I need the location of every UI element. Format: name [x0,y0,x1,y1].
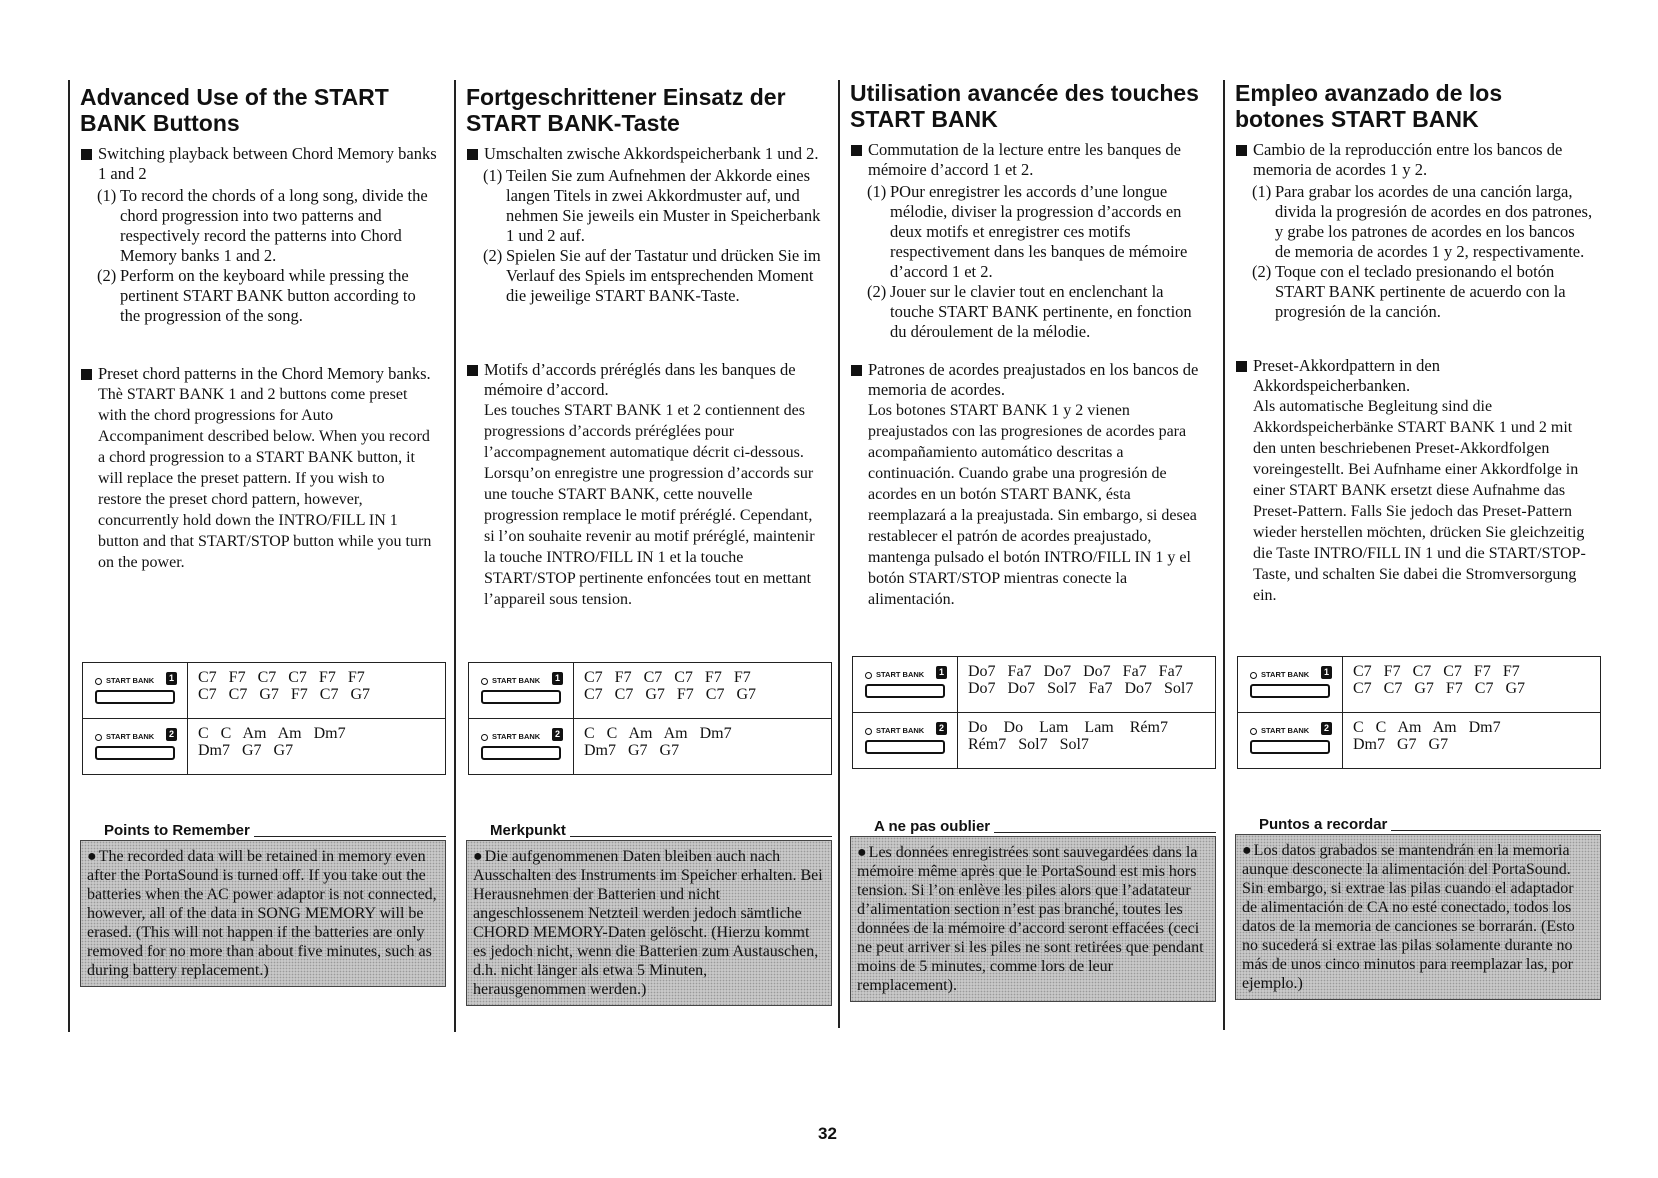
chord-table [1237,656,1601,769]
table-row [853,713,1215,768]
chord-line: C C Am Am Dm7 [584,725,732,742]
bank-number-badge: 1 [552,672,563,685]
chord-line: C7 F7 C7 C7 F7 F7 [584,669,751,686]
step-item [466,166,824,246]
bank-number-badge: 2 [1321,722,1332,735]
step-text: To record the chords of a long song, divide the chord progression into two patterns and respectively record the patterns into Chord Memory banks 1 and 2. [120,186,428,265]
intro-bullet: Switching playback between Chord Memory banks 1 and 2 [80,144,438,184]
step-list [850,182,1208,342]
bank-number-badge: 1 [166,672,177,685]
start-bank-button-icon [865,684,945,698]
remember-title [1235,816,1601,834]
chord-cell [574,663,756,718]
bank-label-text: START BANK [95,732,154,741]
remember-title [80,822,446,840]
bank-label-text: START BANK [95,676,154,685]
step-list [80,186,438,326]
remember-box [466,822,832,1006]
chord-cell [958,657,1193,712]
start-bank-1-label [83,663,188,718]
step-number: (1) [483,166,503,185]
step-item [850,282,1208,342]
remember-text-box: ● Los datos grabados se mantendrán en la memoria aunque desconecte la alimentación del PortaSound. Sin embargo, si extrae las pilas cuando el adaptador de alimentación de CA no esté conectado, todos los datos de la memoria de canciones se borrarán. (Esto no sucederá si extrae las pilas solamente durante no más de unos cinco minutos para reemplazar las, por ejemplo.) [1235,834,1601,1000]
step-item [80,266,438,326]
start-bank-2-label [83,719,188,774]
preset-body: Als automatische Begleitung sind die Akkordspeicherbänke START BANK 1 und 2 mit den unten beschriebenen Preset-Akkordfolgen voreingestellt. Bei Aufnhame einer Akkordfolge in einer START BANK ersetzt diese Aufnahme das Preset-Pattern. Falls Sie jedoch das Preset-Pattern wieder herstellen möchten, drücken Sie gleichzeitig die Taste INTRO/FILL IN 1 und die START/STOP-Taste, und schalten Sie dabei die Stromversorgung ein. [1253,398,1586,604]
preset-section [466,360,818,610]
table-row [83,663,445,719]
chord-line: Do7 Fa7 Do7 Do7 Fa7 Fa7 [968,663,1183,680]
section-heading: Fortgeschrittener Einsatz der START BANK-Taste [466,84,786,136]
table-row [1238,713,1600,768]
table-row [469,663,831,719]
chord-line: Do7 Do7 Sol7 Fa7 Do7 Sol7 [968,680,1194,697]
bank-label-text: START BANK [481,732,540,741]
preset-body: Les touches START BANK 1 et 2 contiennent des progressions d’accords préréglées pour l’accompagnement automatique décrit ci-dessous. Lorsqu’on enregistre une progression d’accords sur une touche START BANK, cette nouvelle progression remplace le motif préréglé. Cependant, si l’on souhaite revenir au motif préréglé, maintenir la touche INTRO/FILL IN 1 et la touche START/STOP pertinente enfoncées tout en mettant l’appareil sous tension. [484,402,815,608]
step-text: POur enregistrer les accords d’une longue mélodie, diviser la progression d’accords en deux motifs et enregistrer ces motifs respectivement dans les banques de mémoire d’accord 1 et 2. [890,182,1188,281]
start-bank-2-label [469,719,574,774]
section-heading: Advanced Use of the START BANK Buttons [80,84,389,136]
bank-number-badge: 2 [936,722,947,735]
remember-title [466,822,832,840]
column-french [838,80,1208,1028]
intro-bullet: Umschalten zwische Akkordspeicherbank 1 und 2. [466,144,824,164]
start-bank-1-label [469,663,574,718]
step-number: (2) [97,266,117,285]
start-bank-button-icon [95,690,175,704]
chord-line: Dm7 G7 G7 [198,742,294,759]
title-rule [994,832,1216,833]
chord-table [852,656,1216,769]
step-number: (2) [483,246,503,265]
remember-text-box: ● Die aufgenommenen Daten bleiben auch nach Ausschalten des Instruments im Speicher erhalten. Bei Herausnehmen der Batterien und nicht angeschlossenem Netzteil werden jedoch sämtliche CHORD MEMORY-Daten gelöscht. (Hierzu kommt es jedoch nicht, wenn die Batterien zum Austauschen, d.h. nicht länger als etwa 5 Minuten, herausgenommen werden.) [466,840,832,1006]
column-german [454,80,824,1032]
step-text: Teilen Sie zum Aufnehmen der Akkorde eines langen Titels in zwei Akkordmuster auf, und nehmen Sie jeweils ein Muster in Speicherbank 1 und 2 auf. [506,166,821,245]
bank-number-badge: 1 [936,666,947,679]
step-item [850,182,1208,282]
preset-bullet: Preset chord patterns in the Chord Memory banks. [80,364,432,384]
start-bank-button-icon [481,746,561,760]
remember-text: Los datos grabados se mantendrán en la memoria aunque desconecte la alimentación del PortaSound. Sin embargo, si extrae las pilas cuando el adaptador de alimentación de CA no esté conectado, todos los datos de la memoria de canciones se borrarán. (Esto no sucederá si extrae las pilas solamente durante no más de unos cinco minutos para reemplazar las, por ejemplo.) [1242,842,1575,992]
bank-number-badge: 2 [166,728,177,741]
chord-cell [1343,657,1525,712]
bank-number-badge: 2 [552,728,563,741]
chord-line: Dm7 G7 G7 [584,742,680,759]
start-bank-2-label [1238,713,1343,768]
chord-table [468,662,832,775]
step-text: Perform on the keyboard while pressing the pertinent START BANK button according to the progression of the song. [120,266,416,325]
title-rule [570,836,832,837]
chord-cell [188,719,346,774]
chord-line: C7 C7 G7 F7 C7 G7 [584,686,757,703]
chord-table [82,662,446,775]
step-item [1235,262,1593,322]
chord-line: Rém7 Sol7 Sol7 [968,736,1089,753]
step-list [1235,182,1593,322]
start-bank-button-icon [95,746,175,760]
bank-number-badge: 1 [1321,666,1332,679]
table-row [469,719,831,774]
column-english [68,80,438,1032]
preset-body: Los botones START BANK 1 y 2 vienen preajustados con las progresiones de acordes para acompañamiento automático descritas a continuación. Cuando grabe una progresión de acordes en un botón START BANK, ésta reemplazará a la preajustada. Sin embargo, si desea restablecer el patrón de acordes preajustado, mantenga pulsado el botón INTRO/FILL IN 1 y el botón START/STOP mientras conecte la alimentación. [868,402,1197,608]
start-bank-button-icon [865,740,945,754]
remember-box [80,822,446,987]
remember-title-text: Puntos a recordar [1259,816,1388,833]
start-bank-button-icon [1250,740,1330,754]
chord-line: C C Am Am Dm7 [198,725,346,742]
start-bank-button-icon [481,690,561,704]
section-heading: Utilisation avancée des touches START BANK [850,80,1199,132]
title-rule [1391,830,1601,831]
bank-label-text: START BANK [865,726,924,735]
chord-line: C7 C7 G7 F7 C7 G7 [1353,680,1526,697]
chord-line: C7 F7 C7 C7 F7 F7 [1353,663,1520,680]
intro-bullet: Commutation de la lecture entre les banques de mémoire d’accord 1 et 2. [850,140,1208,180]
bank-label-text: START BANK [1250,670,1309,679]
intro-bullet: Cambio de la reproducción entre los bancos de memoria de acordes 1 y 2. [1235,140,1593,180]
remember-text-box: ● Les données enregistrées sont sauvegardées dans la mémoire même après que le PortaSound est mis hors tension. Si l’on enlève les piles alors que l’adatateur d’alimentation section n’est pas branché, toutes les données de la mémoire d’accord seront effacées (ceci ne peut arriver si les piles ne sont retirées que pendant moins de 5 minutes, comme lors de leur remplacement). [850,836,1216,1002]
bank-label-text: START BANK [865,670,924,679]
remember-title [850,818,1216,836]
remember-text-box: ● The recorded data will be retained in memory even after the PortaSound is turned off. If you take out the batteries when the AC power adaptor is not connected, however, all of the data in SONG MEMORY will be erased. (This will not happen if the batteries are only removed for no more than about five minutes, such as during battery replacement.) [80,840,446,987]
chord-cell [188,663,370,718]
step-item [466,246,824,306]
preset-bullet: Preset-Akkordpattern in den Akkordspeicherbanken. [1235,356,1587,396]
start-bank-1-label [1238,657,1343,712]
step-text: Jouer sur le clavier tout en enclenchant la touche START BANK pertinente, en fonction du déroulement de la mélodie. [890,282,1192,341]
step-number: (1) [867,182,887,201]
remember-text: The recorded data will be retained in memory even after the PortaSound is turned off. If you take out the batteries when the AC power adaptor is not connected, however, all of the data in SONG MEMORY will be erased. (This will not happen if the batteries are only removed for no more than about five minutes, such as during battery replacement.) [87,848,437,979]
section-heading: Empleo avanzado de los botones START BANK [1235,80,1503,132]
step-number: (2) [1252,262,1272,281]
start-bank-button-icon [1250,684,1330,698]
bank-label-text: START BANK [481,676,540,685]
remember-text: Les données enregistrées sont sauvegardées dans la mémoire même après que le PortaSound est mis hors tension. Si l’on enlève les piles alors que l’adatateur d’alimentation section n’est pas branché, toutes les données de la mémoire d’accord seront effacées (ceci ne peut arriver si les piles ne sont retirées que pendant moins de 5 minutes, comme lors de leur remplacement). [857,844,1204,994]
table-row [83,719,445,774]
preset-section [80,364,432,573]
chord-cell [574,719,732,774]
table-row [1238,657,1600,713]
step-item [1235,182,1593,262]
start-bank-1-label [853,657,958,712]
title-rule [254,836,446,837]
start-bank-2-label [853,713,958,768]
preset-bullet: Motifs d’accords préréglés dans les banques de mémoire d’accord. [466,360,818,400]
remember-box [850,818,1216,1002]
remember-text: Die aufgenommenen Daten bleiben auch nach Ausschalten des Instruments im Speicher erhalten. Bei Herausnehmen der Batterien und nicht angeschlossenem Netzteil werden jedoch sämtliche CHORD MEMORY-Daten gelöscht. (Hierzu kommt es jedoch nicht, wenn die Batterien zum Austauschen, d.h. nicht länger als etwa 5 Minuten, herausgenommen werden.) [473,848,823,998]
preset-section [1235,356,1587,606]
preset-body: Thè START BANK 1 and 2 buttons come preset with the chord progressions for Auto Accompaniment described below. When you record a chord progression to a START BANK button, it will replace the preset pattern. If you wish to restore the preset chord pattern, however, concurrently hold down the INTRO/FILL IN 1 button and that START/STOP button while you turn on the power. [98,386,432,571]
step-text: Toque con el teclado presionando el botón START BANK pertinente de acuerdo con la progresión de la canción. [1275,262,1566,321]
chord-cell [958,713,1168,768]
remember-title-text: Merkpunkt [490,822,566,839]
step-item [80,186,438,266]
preset-bullet: Patrones de acordes preajustados en los bancos de memoria de acordes. [850,360,1202,400]
step-number: (1) [97,186,117,205]
remember-title-text: A ne pas oublier [874,818,991,835]
step-list [466,166,824,306]
remember-box [1235,816,1601,1000]
table-row [853,657,1215,713]
step-text: Para grabar los acordes de una canción larga, divida la progresión de acordes en dos patrones, y grabe los patrones de acordes en los bancos de memoria de acordes 1 y 2, respectivamente. [1275,182,1593,261]
preset-section [850,360,1202,610]
step-number: (1) [1252,182,1272,201]
chord-cell [1343,713,1501,768]
bank-label-text: START BANK [1250,726,1309,735]
column-spanish [1223,80,1593,1030]
chord-line: C C Am Am Dm7 [1353,719,1501,736]
chord-line: Dm7 G7 G7 [1353,736,1449,753]
chord-line: C7 F7 C7 C7 F7 F7 [198,669,365,686]
chord-line: Do Do Lam Lam Rém7 [968,719,1168,736]
chord-line: C7 C7 G7 F7 C7 G7 [198,686,371,703]
page-number: 32 [818,1124,837,1143]
step-number: (2) [867,282,887,301]
remember-title-text: Points to Remember [104,822,250,839]
step-text: Spielen Sie auf der Tastatur und drücken Sie im Verlauf des Spiels im entsprechenden Moment die jeweilige START BANK-Taste. [506,246,821,305]
